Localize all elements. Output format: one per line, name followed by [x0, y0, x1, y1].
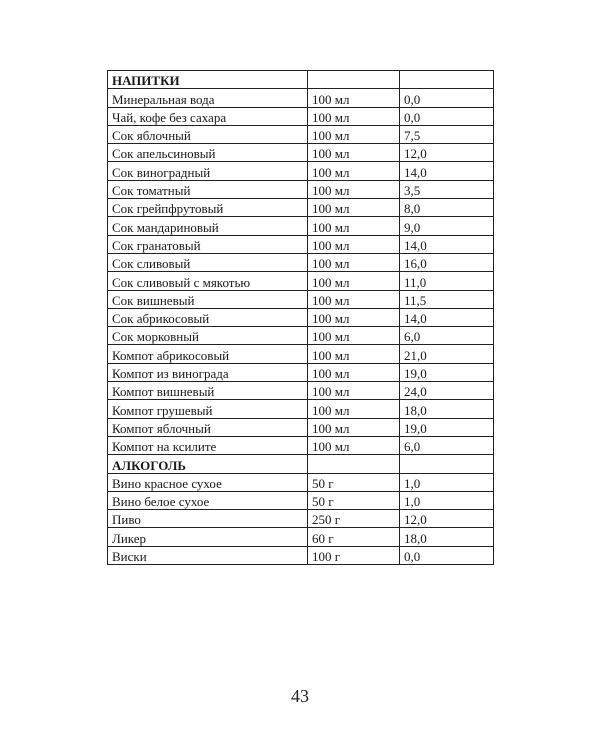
value-cell: 8,0: [400, 199, 494, 217]
portion-cell: 100 мл: [308, 180, 400, 198]
value-cell: 14,0: [400, 308, 494, 326]
product-name-cell: Ликер: [108, 528, 308, 546]
table-row: [108, 89, 494, 107]
value-cell: 7,5: [400, 125, 494, 143]
portion-cell: 100 мл: [308, 363, 400, 381]
portion-cell: 250 г: [308, 510, 400, 528]
product-name-cell: Сок виноградный: [108, 162, 308, 180]
value-cell: 21,0: [400, 345, 494, 363]
nutrition-table: [107, 70, 494, 565]
product-name-cell: Сок морковный: [108, 327, 308, 345]
portion-cell: 100 мл: [308, 345, 400, 363]
value-cell: 1,0: [400, 473, 494, 491]
value-cell: 6,0: [400, 436, 494, 454]
section-header-row: [108, 71, 494, 89]
table-row: [108, 473, 494, 491]
product-name-cell: АЛКОГОЛЬ: [108, 455, 308, 473]
product-name-cell: Сок апельсиновый: [108, 144, 308, 162]
table-row: [108, 546, 494, 564]
portion-cell: 100 мл: [308, 327, 400, 345]
product-name-cell: Сок томатный: [108, 180, 308, 198]
table-row: [108, 491, 494, 509]
portion-cell: 100 мл: [308, 107, 400, 125]
value-cell: 12,0: [400, 510, 494, 528]
product-name-cell: Сок сливовый с мякотью: [108, 272, 308, 290]
product-name-cell: Минеральная вода: [108, 89, 308, 107]
portion-cell: 100 мл: [308, 162, 400, 180]
product-name-cell: Сок вишневый: [108, 290, 308, 308]
table-body: [108, 71, 494, 565]
value-cell: 0,0: [400, 107, 494, 125]
table-row: [108, 418, 494, 436]
value-cell: 14,0: [400, 235, 494, 253]
value-cell: 18,0: [400, 400, 494, 418]
table-row: [108, 382, 494, 400]
table-row: [108, 107, 494, 125]
product-name-cell: Сок мандариновый: [108, 217, 308, 235]
table-row: [108, 217, 494, 235]
portion-cell: 100 мл: [308, 272, 400, 290]
table-row: [108, 162, 494, 180]
portion-cell: 100 мл: [308, 89, 400, 107]
portion-cell: [308, 455, 400, 473]
value-cell: 1,0: [400, 491, 494, 509]
portion-cell: 100 мл: [308, 400, 400, 418]
product-name-cell: Компот на ксилите: [108, 436, 308, 454]
table-row: [108, 400, 494, 418]
value-cell: 12,0: [400, 144, 494, 162]
product-name-cell: Сок абрикосовый: [108, 308, 308, 326]
value-cell: 19,0: [400, 363, 494, 381]
product-name-cell: Сок яблочный: [108, 125, 308, 143]
portion-cell: 100 мл: [308, 144, 400, 162]
table-row: [108, 125, 494, 143]
product-name-cell: Компот яблочный: [108, 418, 308, 436]
value-cell: 19,0: [400, 418, 494, 436]
value-cell: 11,0: [400, 272, 494, 290]
table-row: [108, 510, 494, 528]
portion-cell: 50 г: [308, 473, 400, 491]
product-name-cell: Сок гранатовый: [108, 235, 308, 253]
product-name-cell: Пиво: [108, 510, 308, 528]
table-row: [108, 253, 494, 271]
product-name-cell: Компот грушевый: [108, 400, 308, 418]
value-cell: [400, 455, 494, 473]
table-row: [108, 180, 494, 198]
portion-cell: 100 мл: [308, 418, 400, 436]
portion-cell: 100 мл: [308, 436, 400, 454]
product-name-cell: Чай, кофе без сахара: [108, 107, 308, 125]
value-cell: 0,0: [400, 546, 494, 564]
portion-cell: [308, 71, 400, 89]
product-name-cell: Компот из винограда: [108, 363, 308, 381]
table-row: [108, 327, 494, 345]
portion-cell: 100 г: [308, 546, 400, 564]
product-name-cell: Виски: [108, 546, 308, 564]
table-row: [108, 272, 494, 290]
value-cell: 9,0: [400, 217, 494, 235]
table-row: [108, 290, 494, 308]
table-row: [108, 345, 494, 363]
product-name-cell: Вино белое сухое: [108, 491, 308, 509]
value-cell: 3,5: [400, 180, 494, 198]
value-cell: 0,0: [400, 89, 494, 107]
table-row: [108, 199, 494, 217]
page-number: 43: [291, 686, 309, 706]
portion-cell: 100 мл: [308, 382, 400, 400]
table-row: [108, 235, 494, 253]
portion-cell: 100 мл: [308, 253, 400, 271]
value-cell: 18,0: [400, 528, 494, 546]
product-name-cell: НАПИТКИ: [108, 71, 308, 89]
portion-cell: 60 г: [308, 528, 400, 546]
table-row: [108, 363, 494, 381]
value-cell: 16,0: [400, 253, 494, 271]
table-row: [108, 144, 494, 162]
portion-cell: 100 мл: [308, 235, 400, 253]
table-row: [108, 436, 494, 454]
product-name-cell: Компот вишневый: [108, 382, 308, 400]
product-name-cell: Вино красное сухое: [108, 473, 308, 491]
product-name-cell: Компот абрикосовый: [108, 345, 308, 363]
portion-cell: 100 мл: [308, 217, 400, 235]
table-row: [108, 528, 494, 546]
value-cell: 24,0: [400, 382, 494, 400]
value-cell: 11,5: [400, 290, 494, 308]
portion-cell: 50 г: [308, 491, 400, 509]
portion-cell: 100 мл: [308, 290, 400, 308]
value-cell: 6,0: [400, 327, 494, 345]
table-row: [108, 308, 494, 326]
value-cell: 14,0: [400, 162, 494, 180]
product-name-cell: Сок сливовый: [108, 253, 308, 271]
portion-cell: 100 мл: [308, 199, 400, 217]
section-header-row: [108, 455, 494, 473]
portion-cell: 100 мл: [308, 125, 400, 143]
portion-cell: 100 мл: [308, 308, 400, 326]
value-cell: [400, 71, 494, 89]
product-name-cell: Сок грейпфрутовый: [108, 199, 308, 217]
